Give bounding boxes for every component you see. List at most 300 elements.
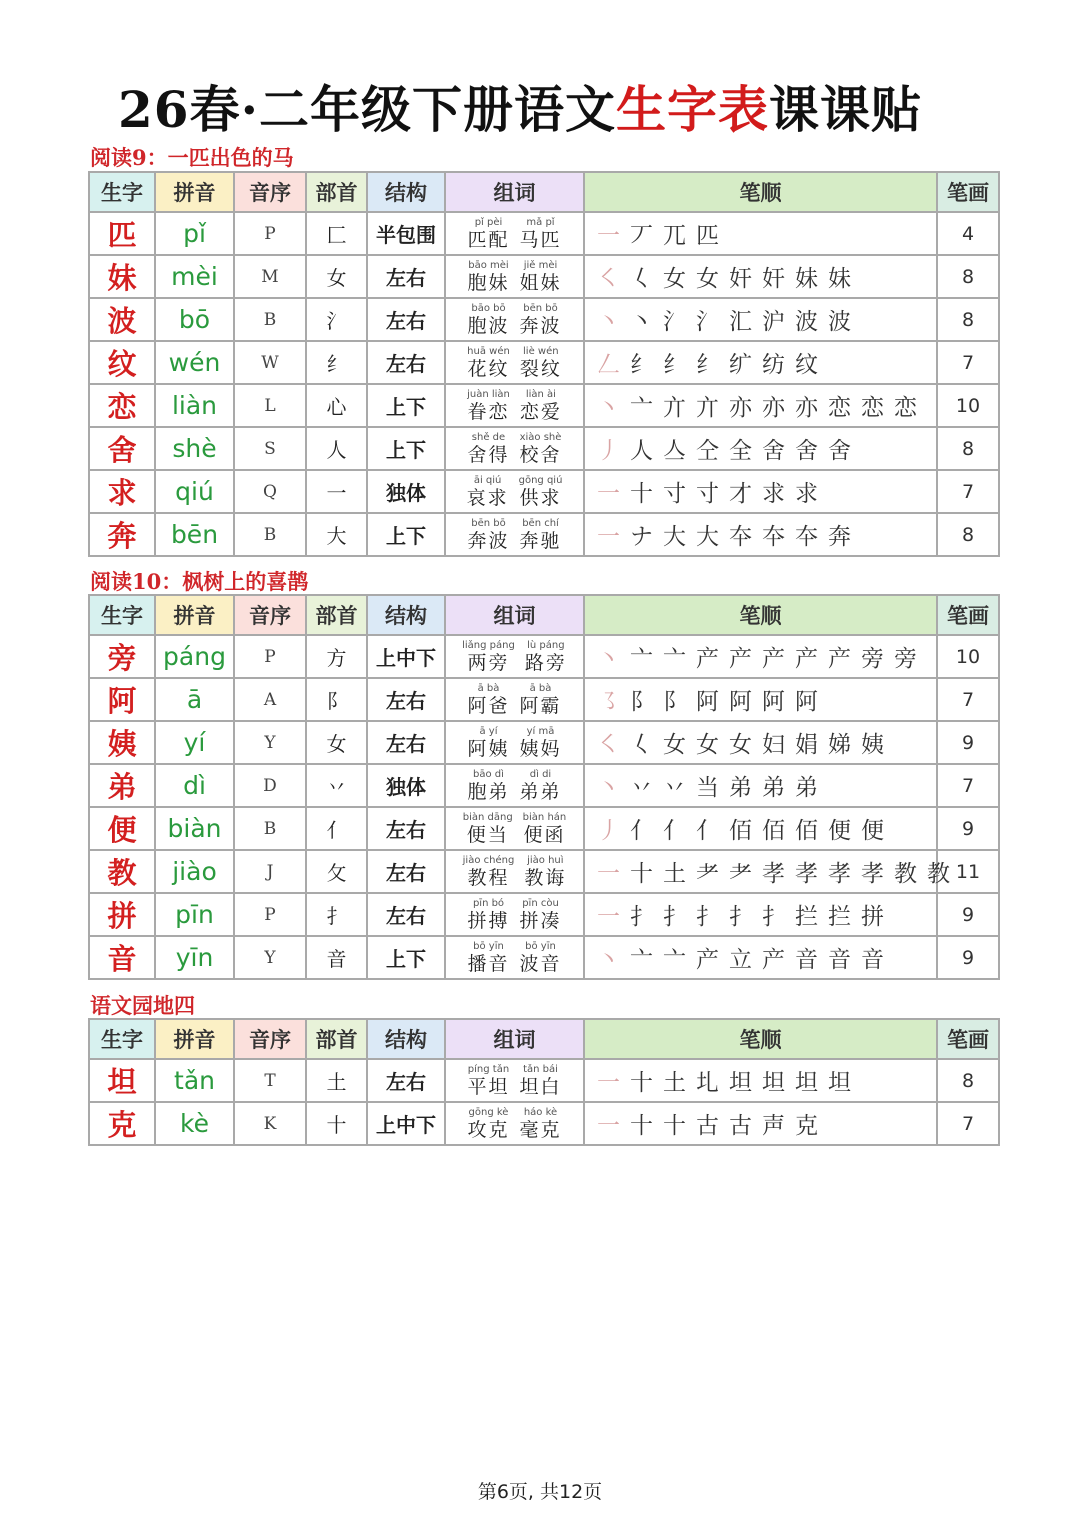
stroke-step: 阿 [762,689,785,715]
stroke-count-cell: 8 [937,255,999,298]
table-row [89,427,999,470]
stroke-count-cell: 10 [937,384,999,427]
stroke-step: 亻 [696,818,719,844]
stroke-step: 妇 [762,732,785,758]
stroke-order-cell [584,807,937,850]
section-title: 语文园地四 [90,993,195,1018]
stroke-step: 拼 [861,904,884,930]
radical-cell: 方 [306,635,367,678]
words-cell [445,470,584,513]
word-pinyin: pīn bó [472,897,505,909]
word-hanzi: 便当 [466,823,509,846]
stroke-step: 丷 [630,775,653,801]
stroke-step: 便 [861,818,884,844]
stroke-step: 奸 [762,266,785,292]
stroke-step: 十 [663,1113,686,1139]
structure-cell: 半包围 [367,212,445,255]
stroke-step: 丶 [597,775,620,801]
table-row [89,212,999,255]
word-hanzi: 阿姨 [467,737,510,760]
stroke-step: 亠 [663,646,686,672]
character-cell: 纹 [89,341,155,384]
pinyin-cell: páng [155,635,234,678]
stroke-step: 十 [630,861,653,887]
stroke-step: 丷 [663,775,686,801]
stroke-step: 氵 [663,309,686,335]
word-hanzi: 校舍 [519,443,562,466]
stroke-step: 产 [696,947,719,973]
table-row [89,850,999,893]
pinyin-cell: pǐ [155,212,234,255]
stroke-count-cell: 8 [937,513,999,556]
stroke-step: 克 [795,1113,818,1139]
word-pinyin: ā bà [529,682,552,694]
stroke-step: 圠 [696,1070,719,1096]
word-pinyin: bō yīn [473,940,504,952]
stroke-order-cell [584,1059,937,1102]
stroke-step: 仝 [696,438,719,464]
radical-cell: 女 [306,255,367,298]
radical-cell: 丷 [306,764,367,807]
stroke-step: 孝 [795,861,818,887]
stroke-count-cell: 9 [937,721,999,764]
stroke-order-cell [584,936,937,979]
stroke-step: 丶 [597,309,620,335]
stroke-step: 亠 [630,395,653,421]
stroke-order-cell [584,635,937,678]
structure-cell: 左右 [367,721,445,764]
sound-order-cell: K [234,1102,306,1145]
radical-cell: 女 [306,721,367,764]
word-item [523,813,567,845]
pinyin-cell: biàn [155,807,234,850]
structure-cell: 上下 [367,427,445,470]
stroke-step: 坦 [795,1070,818,1096]
structure-cell: 上中下 [367,1102,445,1145]
table-row [89,341,999,384]
stroke-step: 亣 [663,395,686,421]
word-pinyin: liàn ài [525,388,556,400]
stroke-step: 人 [630,438,653,464]
stroke-step: 拦 [828,904,851,930]
word-hanzi: 阿霸 [519,694,562,717]
stroke-step: 丶 [630,309,653,335]
word-item [467,1108,509,1140]
words-cell [445,807,584,850]
table-row [89,721,999,764]
stroke-step: 沪 [762,309,785,335]
word-pinyin: juàn liàn [467,388,510,400]
word-item [520,942,562,974]
radical-cell: 攵 [306,850,367,893]
stroke-step: 汇 [729,309,752,335]
stroke-step: 亠 [630,947,653,973]
stroke-step: 一 [597,904,620,930]
word-hanzi: 恋爱 [519,400,562,423]
word-hanzi: 波音 [519,952,562,975]
stroke-order-cell [584,678,937,721]
character-cell: 波 [89,298,155,341]
stroke-step: 恋 [861,395,884,421]
stroke-step: 舍 [795,438,818,464]
stroke-step: 大 [663,524,686,550]
character-cell: 恋 [89,384,155,427]
stroke-step: 奸 [729,266,752,292]
word-item [467,347,510,379]
word-hanzi: 阿爸 [467,694,510,717]
stroke-step: 女 [696,732,719,758]
character-table [88,594,1000,980]
word-item [467,304,509,336]
stroke-step: 便 [828,818,851,844]
stroke-count-cell: 7 [937,1102,999,1145]
table-row [89,1059,999,1102]
word-hanzi: 哀求 [466,486,509,509]
stroke-step: 亠 [663,947,686,973]
table-row [89,1102,999,1145]
header-char: 生字 [89,1019,155,1059]
page-footer: 第6页, 共12页 [477,1481,603,1503]
section-title: 阅读10：枫树上的喜鹊 [90,569,309,594]
radical-cell: 心 [306,384,367,427]
word-item [467,433,509,465]
word-pinyin: liè wén [523,345,559,357]
word-pinyin: jiào chéng [462,854,515,866]
stroke-step: 妹 [828,266,851,292]
header-strokes: 笔顺 [584,1019,937,1059]
stroke-step: 波 [828,309,851,335]
stroke-step: 扌 [729,904,752,930]
structure-cell: 左右 [367,850,445,893]
word-item [520,899,562,931]
stroke-step: 寸 [663,481,686,507]
structure-cell: 上下 [367,513,445,556]
words-cell [445,212,584,255]
stroke-count-cell: 8 [937,1059,999,1102]
header-pinyin: 拼音 [155,595,234,635]
word-item [467,684,509,716]
stroke-step: 产 [828,646,851,672]
words-cell [445,850,584,893]
stroke-step: 拦 [795,904,818,930]
stroke-step: 波 [795,309,818,335]
structure-cell: 独体 [367,764,445,807]
pinyin-cell: qiú [155,470,234,513]
stroke-step: 扌 [630,904,653,930]
stroke-step: 弟 [729,775,752,801]
stroke-order-cell [584,470,937,513]
stroke-step: 一 [597,1113,620,1139]
table-row [89,635,999,678]
stroke-count-cell: 7 [937,470,999,513]
pinyin-cell: yīn [155,936,234,979]
sound-order-cell: J [234,850,306,893]
words-cell [445,1059,584,1102]
table-row [89,298,999,341]
character-cell: 旁 [89,635,155,678]
word-hanzi: 攻克 [467,1118,510,1141]
words-cell [445,936,584,979]
pinyin-cell: pīn [155,893,234,936]
word-hanzi: 教程 [467,866,510,889]
word-hanzi: 播音 [467,952,510,975]
word-item [463,856,515,888]
character-cell: 妹 [89,255,155,298]
stroke-step: 阿 [696,689,719,715]
words-cell [445,893,584,936]
header-structure: 结构 [367,595,445,635]
words-cell [445,678,584,721]
stroke-order-cell [584,721,937,764]
header-strokes: 笔顺 [584,172,937,212]
stroke-count-cell: 9 [937,936,999,979]
character-cell: 匹 [89,212,155,255]
word-hanzi: 弟弟 [519,780,562,803]
pinyin-cell: liàn [155,384,234,427]
word-item [520,390,562,422]
stroke-step: 𠃋 [597,352,620,378]
table-row [89,384,999,427]
word-pinyin: jiào huì [527,854,564,866]
radical-cell: 音 [306,936,367,979]
header-pinyin: 拼音 [155,1019,234,1059]
word-hanzi: 路旁 [524,651,567,674]
table-row [89,807,999,850]
stroke-step: 产 [696,646,719,672]
header-radical: 部首 [306,595,367,635]
stroke-step: 音 [828,947,851,973]
character-table [88,1018,1000,1146]
header-structure: 结构 [367,1019,445,1059]
stroke-count-cell: 9 [937,807,999,850]
radical-cell: 氵 [306,298,367,341]
table-header-row [89,172,999,212]
word-item [467,770,509,802]
character-cell: 奔 [89,513,155,556]
sound-order-cell: Y [234,936,306,979]
word-pinyin: mǎ pǐ [526,216,555,228]
stroke-order-cell [584,427,937,470]
pinyin-cell: ā [155,678,234,721]
stroke-step: ㇌ [597,689,620,715]
structure-cell: 左右 [367,255,445,298]
sound-order-cell: B [234,513,306,556]
sound-order-cell: B [234,298,306,341]
stroke-count-cell: 7 [937,764,999,807]
words-cell [445,255,584,298]
stroke-step: 女 [663,732,686,758]
title-prefix: 26春·二年级下册语文 [118,80,616,139]
words-cell [445,427,584,470]
stroke-step: 氵 [696,309,719,335]
stroke-step: 弟 [762,775,785,801]
stroke-step: 教 [894,861,917,887]
word-hanzi: 供求 [519,486,562,509]
stroke-step: 娣 [828,732,851,758]
stroke-step: 纩 [729,352,752,378]
character-cell: 便 [89,807,155,850]
stroke-step: 一 [597,1070,620,1096]
word-item [520,433,562,465]
character-cell: 教 [89,850,155,893]
word-pinyin: biàn hán [522,811,567,823]
structure-cell: 左右 [367,298,445,341]
stroke-step: 妹 [795,266,818,292]
word-item [520,1108,562,1140]
radical-cell: 亻 [306,807,367,850]
word-item [462,641,515,673]
header-words: 组词 [445,595,584,635]
stroke-count-cell: 10 [937,635,999,678]
section-title: 阅读9：一匹出色的马 [90,145,294,170]
stroke-step: 古 [696,1113,719,1139]
stroke-step: 孝 [861,861,884,887]
sound-order-cell: B [234,807,306,850]
stroke-step: 佰 [795,818,818,844]
stroke-step: 孝 [828,861,851,887]
words-cell [445,764,584,807]
word-pinyin: píng tǎn [467,1063,510,1075]
radical-cell: 十 [306,1102,367,1145]
header-words: 组词 [445,172,584,212]
title-suffix: 课课贴 [769,80,922,139]
word-pinyin: bō yīn [525,940,556,952]
title-highlight: 生字表 [616,80,769,139]
word-hanzi: 马匹 [519,228,562,251]
table-header-row [89,1019,999,1059]
word-hanzi: 拼搏 [467,909,510,932]
word-pinyin: bēn bō [471,517,506,529]
word-pinyin: ā bà [477,682,500,694]
stroke-order-cell [584,893,937,936]
stroke-step: 亻 [630,818,653,844]
word-item [520,261,562,293]
stroke-count-cell: 11 [937,850,999,893]
pinyin-cell: mèi [155,255,234,298]
word-item [467,476,509,508]
radical-cell: 匚 [306,212,367,255]
stroke-step: 舍 [762,438,785,464]
word-hanzi: 坦白 [519,1075,562,1098]
stroke-step: 夲 [795,524,818,550]
stroke-step: 丆 [630,223,653,249]
stroke-step: 丿 [597,438,620,464]
stroke-step: ナ [630,524,653,550]
stroke-step: 产 [762,947,785,973]
stroke-order-cell [584,341,937,384]
character-cell: 克 [89,1102,155,1145]
radical-cell: 扌 [306,893,367,936]
stroke-step: 求 [762,481,785,507]
word-hanzi: 毫克 [519,1118,562,1141]
header-words: 组词 [445,1019,584,1059]
word-item [467,1065,509,1097]
word-hanzi: 姐妹 [519,271,562,294]
header-char: 生字 [89,172,155,212]
words-cell [445,298,584,341]
stroke-step: 舍 [828,438,851,464]
sound-order-cell: T [234,1059,306,1102]
stroke-step: 一 [597,481,620,507]
word-item [525,641,567,673]
word-item [519,476,563,508]
pinyin-cell: tǎn [155,1059,234,1102]
word-hanzi: 奔波 [467,529,510,552]
word-hanzi: 眷恋 [467,400,510,423]
word-item [520,218,562,250]
word-pinyin: biàn dāng [462,811,513,823]
stroke-step: 产 [795,646,818,672]
word-pinyin: bēn bō [523,302,558,314]
radical-cell: 纟 [306,341,367,384]
stroke-step: 教 [927,861,950,887]
stroke-count-cell: 7 [937,678,999,721]
header-count: 笔画 [937,172,999,212]
character-cell: 求 [89,470,155,513]
stroke-step: 阿 [729,689,752,715]
character-cell: 弟 [89,764,155,807]
character-cell: 姨 [89,721,155,764]
word-item [520,1065,562,1097]
stroke-order-cell [584,764,937,807]
sound-order-cell: Y [234,721,306,764]
stroke-step: 阝 [630,689,653,715]
table-row [89,936,999,979]
word-item [520,304,562,336]
stroke-step: ㇛ [597,266,620,292]
stroke-step: 丶 [597,395,620,421]
stroke-step: 亼 [663,438,686,464]
stroke-step: 全 [729,438,752,464]
stroke-step: 一 [597,861,620,887]
stroke-step: 耂 [729,861,752,887]
sound-order-cell: S [234,427,306,470]
stroke-step: 𡿨 [630,732,653,758]
stroke-order-cell [584,298,937,341]
header-count: 笔画 [937,1019,999,1059]
sound-order-cell: P [234,893,306,936]
character-cell: 音 [89,936,155,979]
stroke-step: 丿 [597,818,620,844]
character-cell: 拼 [89,893,155,936]
stroke-step: 阿 [795,689,818,715]
stroke-step: 弟 [795,775,818,801]
stroke-step: 夲 [762,524,785,550]
stroke-step: 𡿨 [630,266,653,292]
header-radical: 部首 [306,1019,367,1059]
word-pinyin: ā yí [479,725,498,737]
table-header-row [89,595,999,635]
word-item [467,390,510,422]
pinyin-cell: kè [155,1102,234,1145]
pinyin-cell: jiào [155,850,234,893]
word-hanzi: 平坦 [467,1075,510,1098]
table-row [89,893,999,936]
stroke-step: 女 [663,266,686,292]
word-hanzi: 教诲 [524,866,567,889]
word-item [467,899,509,931]
word-item [520,347,562,379]
stroke-step: 坦 [729,1070,752,1096]
stroke-step: 才 [729,481,752,507]
word-item [520,684,562,716]
stroke-step: 音 [861,947,884,973]
word-hanzi: 胞妹 [467,271,510,294]
words-cell [445,513,584,556]
stroke-order-cell [584,513,937,556]
stroke-step: 亣 [696,395,719,421]
header-char: 生字 [89,595,155,635]
